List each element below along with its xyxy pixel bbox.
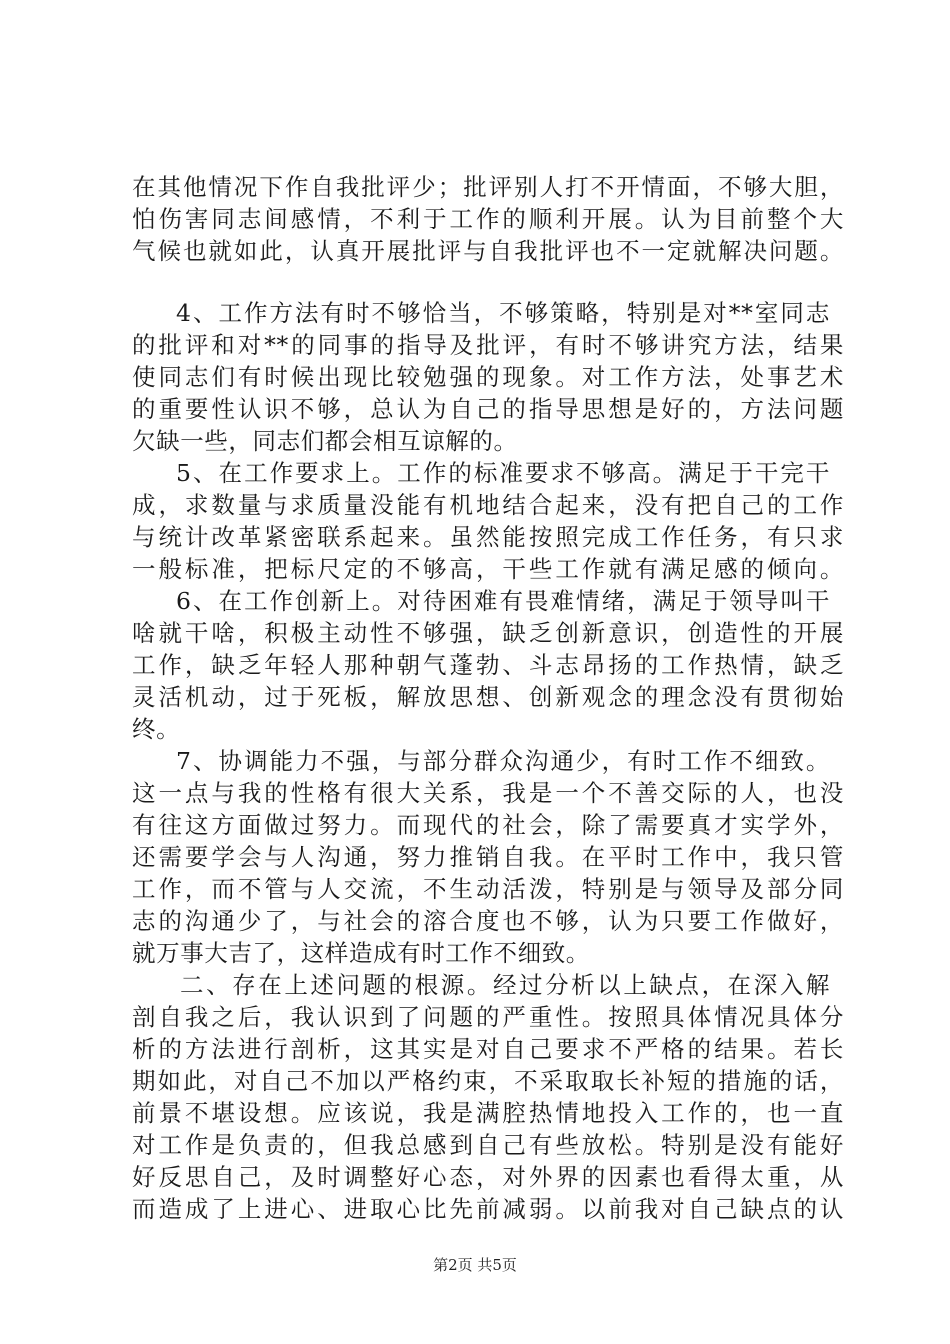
text-line: 成，求数量与求质量没能有机地结合起来，没有把自己的工作 <box>132 491 844 519</box>
text-line: 前景不堪设想。应该说，我是满腔热情地投入工作的，也一直 <box>132 1099 844 1127</box>
text-line: 有往这方面做过努力。而现代的社会，除了需要真才实学外， <box>132 811 844 839</box>
text-line: 而造成了上进心、进取心比先前减弱。以前我对自己缺点的认 <box>132 1195 844 1223</box>
text-line: 对工作是负责的，但我总感到自己有些放松。特别是没有能好 <box>132 1131 844 1159</box>
text-line: 的批评和对**的同事的指导及批评，有时不够讲究方法，结果 <box>132 331 844 359</box>
text-line: 怕伤害同志间感情，不利于工作的顺利开展。认为目前整个大 <box>132 205 844 233</box>
text-line: 啥就干啥，积极主动性不够强，缺乏创新意识，创造性的开展 <box>132 619 844 647</box>
text-line: 工作，缺乏年轻人那种朝气蓬勃、斗志昂扬的工作热情，缺乏 <box>132 651 844 679</box>
text-line: 好反思自己，及时调整好心态，对外界的因素也看得太重，从 <box>132 1163 844 1191</box>
text-line: 还需要学会与人沟通，努力推销自我。在平时工作中，我只管 <box>132 843 844 871</box>
text-line: 这一点与我的性格有很大关系，我是一个不善交际的人，也没 <box>132 779 844 807</box>
text-line: 欠缺一些，同志们都会相互谅解的。 <box>132 427 518 455</box>
text-line: 与统计改革紧密联系起来。虽然能按照完成工作任务，有只求 <box>132 523 844 551</box>
text-line: 二、存在上述问题的根源。经过分析以上缺点，在深入解 <box>180 971 830 999</box>
text-line: 使同志们有时候出现比较勉强的现象。对工作方法，处事艺术 <box>132 363 844 391</box>
text-line: 4、工作方法有时不够恰当，不够策略，特别是对**室同志 <box>176 299 830 327</box>
text-line: 终。 <box>132 715 181 743</box>
text-line: 6、在工作创新上。对待困难有畏难情绪，满足于领导叫干 <box>176 587 830 615</box>
text-line: 的重要性认识不够，总认为自己的指导思想是好的，方法问题 <box>132 395 844 423</box>
text-line: 期如此，对自己不加以严格约束，不采取取长补短的措施的话， <box>132 1067 844 1095</box>
text-line: 志的沟通少了，与社会的溶合度也不够，认为只要工作做好， <box>132 907 844 935</box>
text-line: 在其他情况下作自我批评少；批评别人打不开情面，不够大胆， <box>132 173 844 201</box>
text-line: 气候也就如此，认真开展批评与自我批评也不一定就解决问题。 <box>132 237 844 265</box>
text-line: 5、在工作要求上。工作的标准要求不够高。满足于干完干 <box>176 459 830 487</box>
text-line: 一般标准，把标尺定的不够高，干些工作就有满足感的倾向。 <box>132 555 844 583</box>
text-line: 就万事大吉了，这样造成有时工作不细致。 <box>132 939 590 967</box>
text-line: 7、协调能力不强，与部分群众沟通少，有时工作不细致。 <box>176 747 830 775</box>
text-line: 灵活机动，过于死板，解放思想、创新观念的理念没有贯彻始 <box>132 683 844 711</box>
page-number-footer: 第2页 共5页 <box>433 1256 517 1274</box>
text-line: 工作，而不管与人交流，不生动活泼，特别是与领导及部分同 <box>132 875 844 903</box>
text-line: 析的方法进行剖析，这其实是对自己要求不严格的结果。若长 <box>132 1035 844 1063</box>
text-line: 剖自我之后，我认识到了问题的严重性。按照具体情况具体分 <box>132 1003 844 1031</box>
